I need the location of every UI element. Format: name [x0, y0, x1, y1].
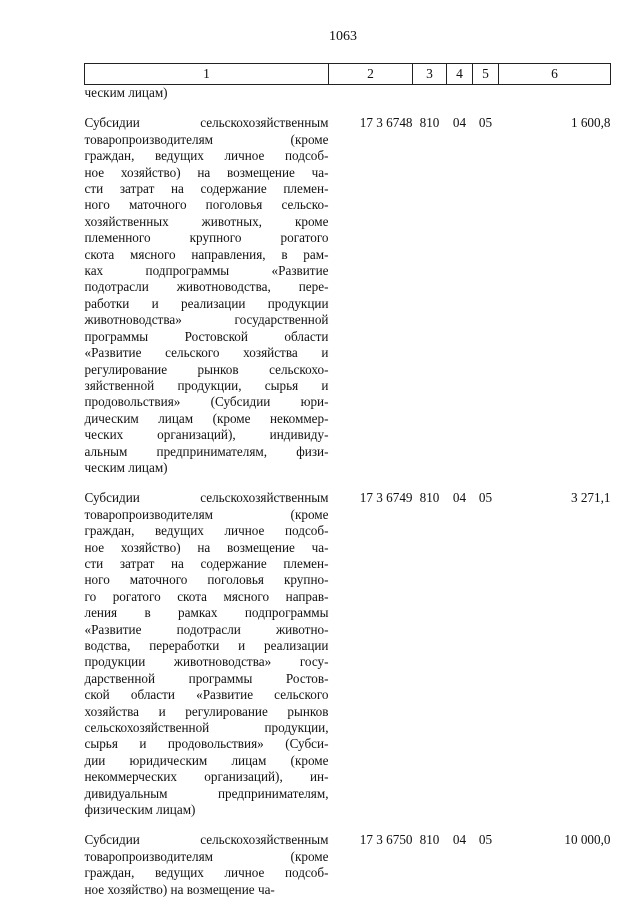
description-line: товаропроизводителям (кроме — [84, 506, 329, 522]
row-target-code: 17 3 6748 — [359, 115, 413, 131]
description-line: дарственной программы Ростов- — [84, 670, 329, 686]
page-number: 1063 — [329, 29, 357, 44]
description-line: некоммерческих организаций), ин- — [84, 769, 329, 785]
description-line: товаропроизводителям (кроме — [84, 848, 329, 864]
description-line: работки и реализации продукции — [84, 295, 329, 311]
description-line: скота мясного направления, в рам- — [84, 246, 329, 262]
description-line: граждан, ведущих личное подсоб- — [84, 148, 329, 164]
table-row — [85, 115, 611, 476]
table-row — [85, 832, 611, 898]
description-line: продукции животноводства» госу- — [84, 654, 329, 670]
description-line: граждан, ведущих личное подсоб- — [84, 523, 329, 539]
description-line: альным предпринимателям, физи- — [84, 443, 329, 459]
row-section: 04 — [452, 832, 467, 848]
row-amount: 3 271,1 — [570, 490, 611, 506]
row-subsection: 05 — [478, 490, 493, 506]
description-line: товаропроизводителям (кроме — [84, 131, 329, 147]
row-spacer — [85, 101, 611, 115]
row-spacer — [85, 476, 611, 490]
description-line: хозяйства и регулирование рынков — [84, 703, 329, 719]
description-line: дическим лицам (кроме некоммер- — [84, 410, 329, 426]
description-line: граждан, ведущих личное подсоб- — [84, 865, 329, 881]
description-line: ческим лицам) — [84, 459, 168, 475]
description-line: животноводства» государственной — [84, 312, 329, 328]
description-line: ного маточного поголовья крупно- — [84, 572, 329, 588]
description-line: сельскохозяйственной продукции, — [84, 720, 329, 736]
row-spacer — [85, 818, 611, 832]
description-line: сти затрат на содержание племен- — [84, 555, 329, 571]
description-line: ное хозяйство) на возмещение ча- — [84, 539, 329, 555]
description-line: «Развитие подотрасли животно- — [84, 621, 329, 637]
row-amount: 10 000,0 — [564, 832, 611, 848]
description-line: ческих организаций), индивиду- — [84, 427, 329, 443]
description-line: ления в рамках подпрограммы — [84, 605, 329, 621]
description-line: водства, переработки и реализации — [84, 638, 329, 653]
description-line: Субсидии сельскохозяйственным — [84, 490, 329, 506]
description-line: Субсидии сельскохозяйственным — [84, 115, 329, 131]
description-line: племенного крупного рогатого — [84, 230, 329, 246]
row-expense-type: 810 — [419, 490, 440, 506]
table-row — [85, 490, 611, 818]
description-line: дивидуальным предпринимателям, — [84, 785, 329, 801]
description-line: зяйственной продукции, сырья и — [84, 377, 329, 393]
row-subsection: 05 — [478, 832, 493, 848]
row-description — [85, 490, 329, 818]
description-line: физическим лицам) — [84, 802, 196, 818]
carryover-row — [85, 85, 611, 102]
row-subsection: 05 — [478, 115, 493, 131]
row-expense-type: 810 — [419, 832, 440, 848]
description-line: сырья и продовольствия» (Субси- — [84, 736, 329, 752]
row-amount: 1 600,8 — [570, 115, 611, 131]
row-target-code: 17 3 6749 — [359, 490, 413, 506]
row-section: 04 — [452, 490, 467, 506]
description-line: хозяйственных животных, кроме — [84, 213, 329, 229]
row-description — [85, 832, 329, 898]
description-line: дии юридическим лицам (кроме — [84, 752, 329, 768]
column-header-5: 5 — [473, 64, 499, 85]
description-line: Субсидии сельскохозяйственным — [84, 832, 329, 848]
description-line: ках подпрограммы «Развитие — [84, 263, 329, 279]
description-line: «Развитие сельского хозяйства и — [84, 345, 329, 361]
description-line: ного маточного поголовья сельско- — [84, 197, 329, 213]
row-section: 04 — [452, 115, 467, 131]
description-line: программы Ростовской области — [84, 328, 329, 344]
row-description — [85, 115, 329, 476]
description-line: подотрасли животноводства, пере- — [84, 279, 329, 295]
description-line: ное хозяйство) на возмещение ча- — [84, 164, 329, 180]
column-header-6: 6 — [499, 64, 611, 85]
description-line: го рогатого скота мясного направ- — [84, 588, 329, 604]
description-line: регулирование рынков сельскохо- — [84, 361, 329, 377]
description-line: ное хозяйство) на возмещение ча- — [84, 881, 275, 897]
column-header-2: 2 — [329, 64, 413, 85]
carryover-text: ческим лицам) — [84, 85, 168, 100]
budget-table — [84, 63, 611, 898]
row-expense-type: 810 — [419, 115, 440, 131]
row-target-code: 17 3 6750 — [359, 832, 413, 848]
column-header-1: 1 — [85, 64, 329, 85]
column-header-4: 4 — [447, 64, 473, 85]
description-line: ской области «Развитие сельского — [84, 687, 329, 703]
description-line: продовольствия» (Субсидии юри- — [84, 394, 329, 410]
column-header-3: 3 — [413, 64, 447, 85]
table-header-row — [85, 64, 611, 85]
description-line: сти затрат на содержание племен- — [84, 181, 329, 197]
